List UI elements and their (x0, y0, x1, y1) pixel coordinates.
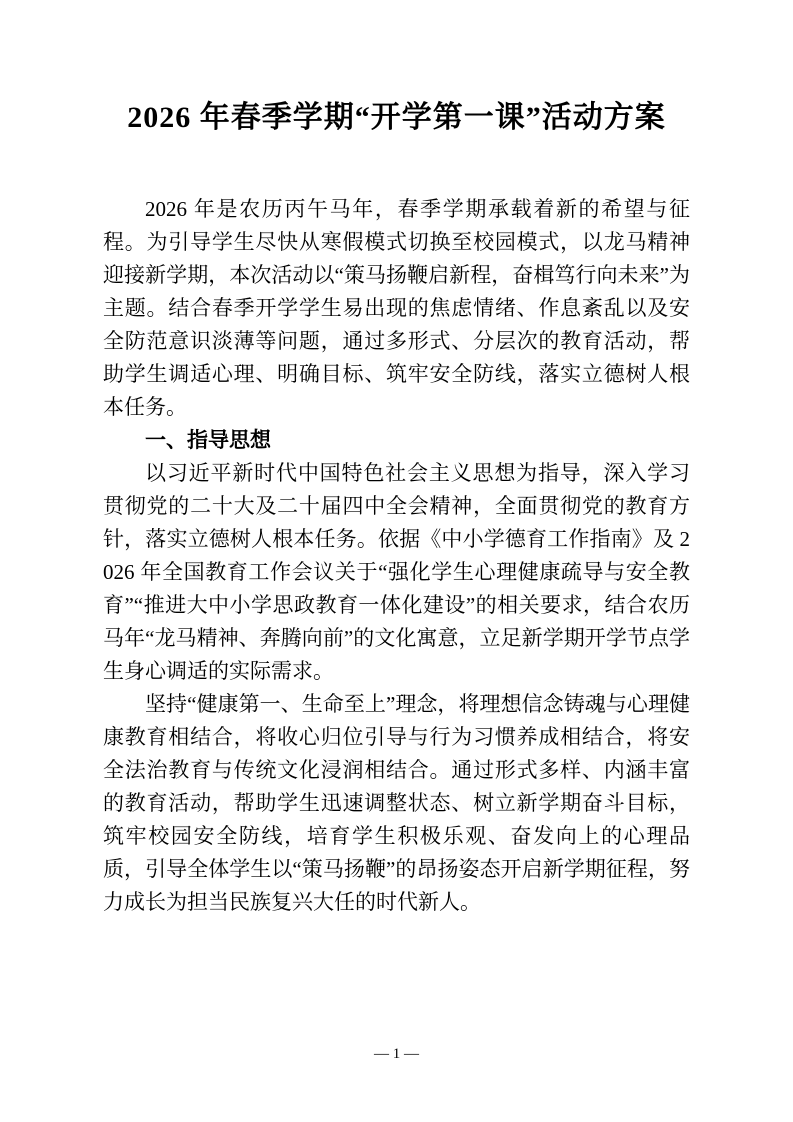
section-heading-guiding-ideology: 一、指导思想 (145, 428, 271, 452)
page-number: — 1 — (374, 1046, 419, 1062)
paragraph-intro: 2026 年是农历丙午马年，春季学期承载着新的希望与征程。为引导学生尽快从寒假模式切换至校园模式，以龙马精神迎接新学期，本次活动以“策马扬鞭启新程，奋楫笃行向未来”为主题。结合春季开学学生易出现的焦虑情绪、作息紊乱以及安全防范意识淡薄等问题，通过多形式、分层次的教育活动，帮助学生调适心理、明确目标、筑牢安全防线，落实立德树人根本任务。 (103, 196, 690, 419)
paragraph-guiding-ideology-2: 坚持“健康第一、生命至上”理念，将理想信念铸魂与心理健康教育相结合，将收心归位引导与行为习惯养成相结合，将安全法治教育与传统文化浸润相结合。通过形式多样、内涵丰富的教育活动，帮助学生迅速调整状态、树立新学期奋斗目标，筑牢校园安全防线，培育学生积极乐观、奋发向上的心理品质，引导全体学生以“策马扬鞭”的昂扬姿态开启新学期征程，努力成长为担当民族复兴大任的时代新人。 (103, 691, 690, 914)
paragraph-guiding-ideology-1: 以习近平新时代中国特色社会主义思想为指导，深入学习贯彻党的二十大及二十届四中全会精神，全面贯彻党的教育方针，落实立德树人根本任务。依据《中小学德育工作指南》及 2026 年全国教育工作会议关于“强化学生心理健康疏导与安全教育”“推进大中小学思政教育一体化建设”的相关要求，结合农历马年“龙马精神、奔腾向前”的文化寓意，立足新学期开学节点学生身心调适的实际需求。 (103, 460, 690, 683)
document-title: 2026 年春季学期“开学第一课”活动方案 (127, 101, 666, 134)
